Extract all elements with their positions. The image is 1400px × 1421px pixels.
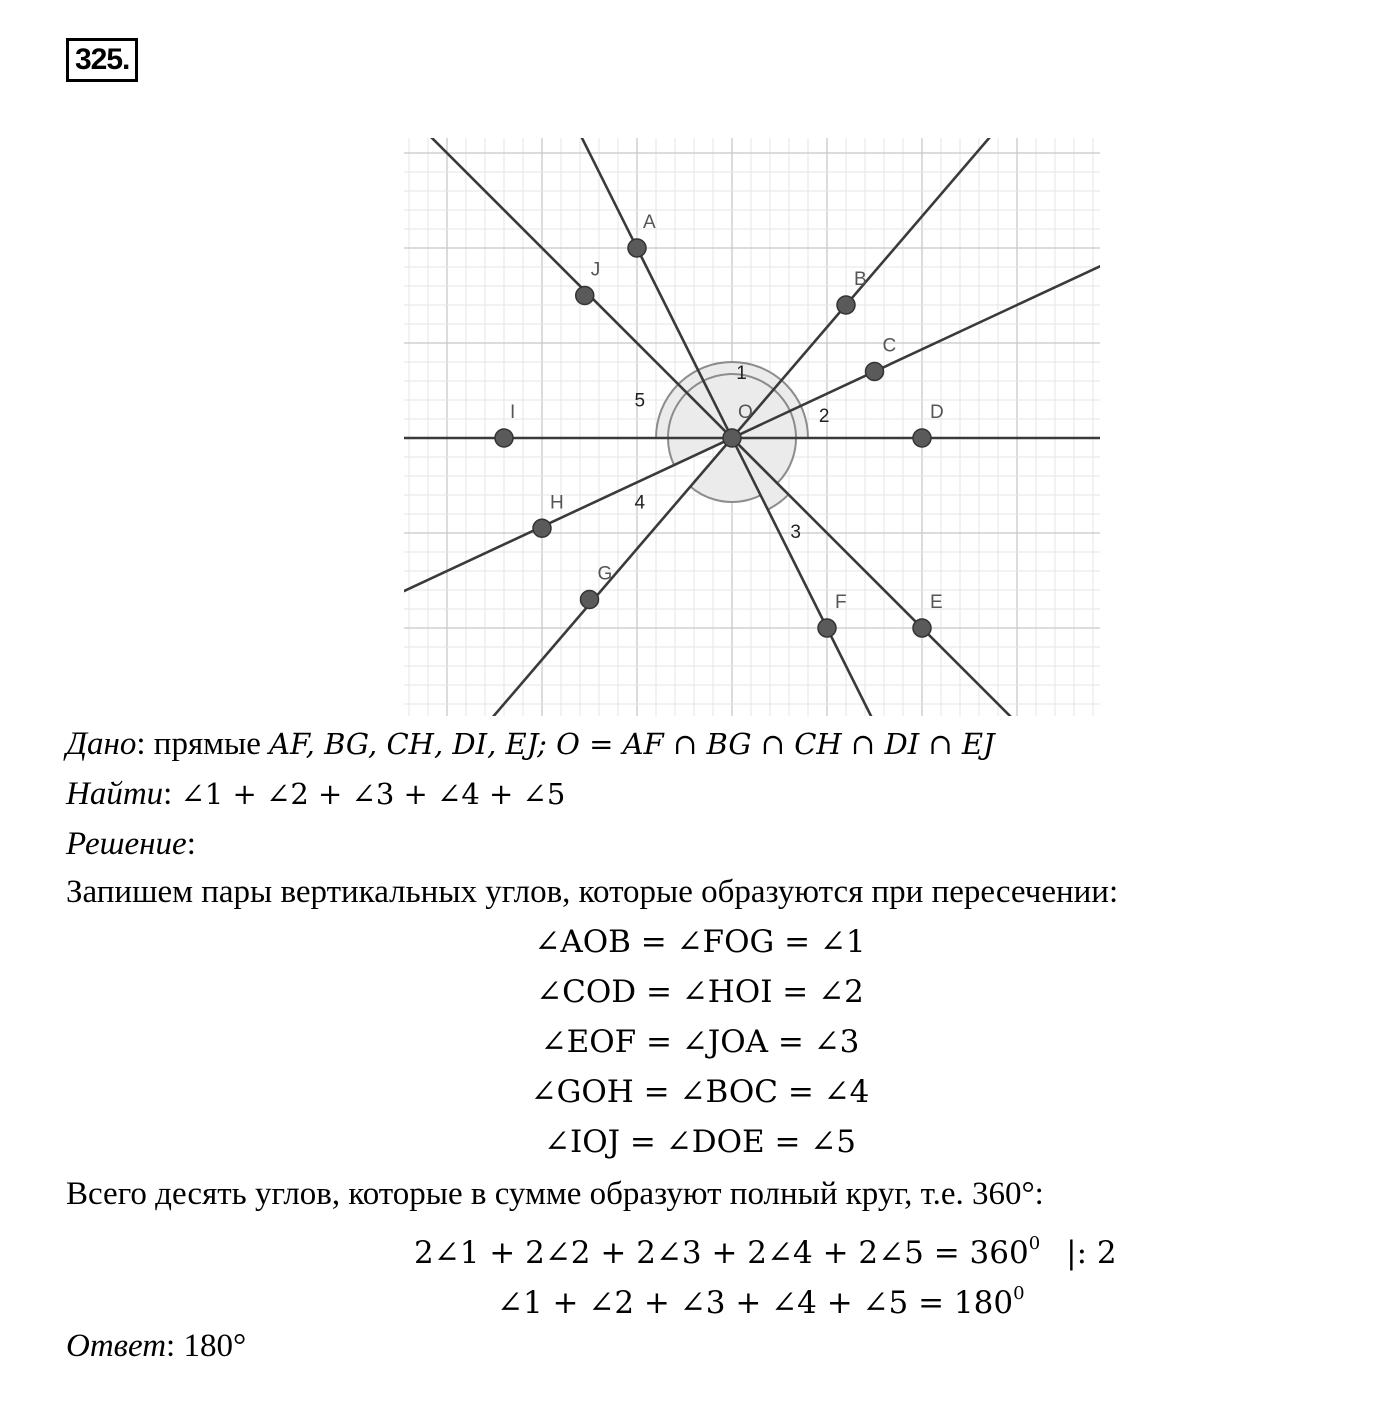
problem-number: 325. <box>66 38 138 82</box>
sum-equation-1 <box>414 1222 1117 1275</box>
point-j <box>576 287 594 305</box>
point-i <box>495 429 513 447</box>
point-label-j: J <box>590 259 601 281</box>
equation-5: ∠IOJ = ∠DOE = ∠5 <box>544 1124 856 1160</box>
sum-equation-2-body: ∠1 + ∠2 + ∠3 + ∠4 + ∠5 = 180 <box>497 1285 1014 1321</box>
equation-2: ∠COD = ∠HOI = ∠2 <box>536 974 864 1010</box>
point-label-d: D <box>930 402 944 423</box>
sum-equation-2 <box>497 1272 1025 1325</box>
intro-text: Запишем пары вертикальных углов, которые образуются при пересечении: <box>66 874 1119 910</box>
angle-number-1: 1 <box>736 363 747 385</box>
find-label: Найти <box>66 776 164 812</box>
given-text: прямые <box>153 726 270 762</box>
solution-label: Решение <box>66 826 187 862</box>
sum-equation-1-sup: 0 <box>1028 1233 1041 1254</box>
point-label-b: B <box>854 269 867 290</box>
find-math: ∠1 + ∠2 + ∠3 + ∠4 + ∠5 <box>180 777 566 811</box>
angle-number-2: 2 <box>818 405 830 427</box>
point-h <box>533 519 551 537</box>
angle-number-3: 3 <box>790 521 801 543</box>
point-label-c: C <box>882 335 897 357</box>
sum-equation-1-body: 2∠1 + 2∠2 + 2∠3 + 2∠4 + 2∠5 = 360 <box>414 1235 1029 1271</box>
answer-value: 180° <box>183 1328 247 1364</box>
point-label-i: I <box>510 402 516 423</box>
given-label: Дано <box>66 726 137 762</box>
angle-number-4: 4 <box>634 492 646 514</box>
point-a <box>628 239 646 257</box>
point-d <box>913 429 931 447</box>
point-label-e: E <box>930 592 943 613</box>
find-line: Найти: ∠1 + ∠2 + ∠3 + ∠4 + ∠5 <box>66 776 566 812</box>
given-math: AF, BG, CH, DI, EJ; O = AF ∩ BG ∩ CH ∩ DI ∩ EJ <box>269 727 995 761</box>
point-label-h: H <box>550 492 564 514</box>
point-label-o: O <box>738 402 753 423</box>
point-f <box>818 619 836 637</box>
point-b <box>837 296 855 314</box>
summary-text: Всего десять углов, которые в сумме образуют полный круг, т.е. 360°: <box>66 1176 1044 1212</box>
sum-equation-1-divisor: |: 2 <box>1066 1235 1117 1271</box>
point-e <box>913 619 931 637</box>
angle-number-5: 5 <box>634 390 646 412</box>
point-label-a: A <box>643 212 656 233</box>
point-o <box>723 429 741 447</box>
answer-label: Ответ <box>66 1328 167 1364</box>
equation-4: ∠GOH = ∠BOC = ∠4 <box>530 1074 870 1110</box>
sum-equation-2-sup: 0 <box>1013 1283 1025 1304</box>
equation-1: ∠AOB = ∠FOG = ∠1 <box>534 924 866 960</box>
point-label-g: G <box>597 563 613 585</box>
point-label-f: F <box>835 592 847 613</box>
given-line: Дано: прямые AF, BG, CH, DI, EJ; O = AF ∩ BG ∩ CH ∩ DI ∩ EJ <box>66 726 995 762</box>
geometry-figure <box>404 138 1100 716</box>
point-g <box>581 591 599 609</box>
equation-3: ∠EOF = ∠JOA = ∠3 <box>540 1024 860 1060</box>
point-c <box>866 363 884 381</box>
solution-line: Решение: <box>66 826 196 862</box>
answer-line: Ответ: 180° <box>66 1328 247 1364</box>
